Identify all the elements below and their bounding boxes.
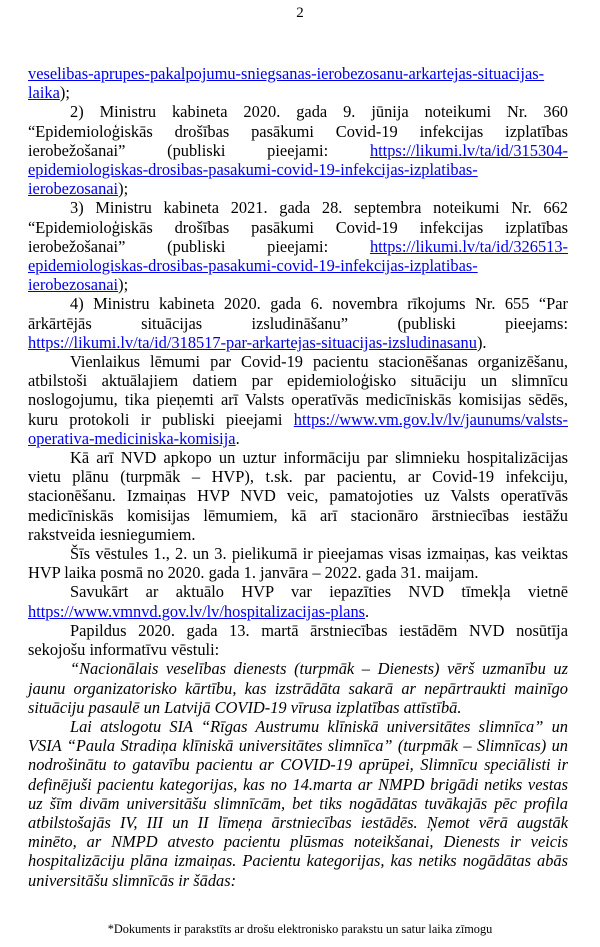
link-likumi-326513[interactable]: https://likumi.lv/ta/id/326513-epidemiologiskas-drosibas-pasakumi-covid-19-infekcijas-izplatibas-ierobezosanai	[28, 236, 568, 295]
paragraph-annexes: Šīs vēstules 1., 2. un 3. pielikumā ir pieejamas visas izmaiņas, kas veiktas HVP laika posmā no 2020. gada 1. janvāra – 2022. gada 31. maijam.	[28, 544, 568, 583]
quote-paragraph-2: Lai atslogotu SIA “Rīgas Austrumu klīniskā universitātes slimnīca” un VSIA “Paula Stradiņa klīniskā universitātes slimnīca” (turpmāk – Slimnīcas) un nodrošinātu to gatavību pacientu ar COVID-19 aprūpei, Slimnīcu speciālisti ir definējuši pacientu kategorijas, kas no 14.marta ar NMPD brigādi netiks vestas uz šīm divām universitāšu slimnīcām, bet tiks nogādātas tuvākajās pēc profila atbilstošajās IV, III un II līmeņa ārstniecības iestādēs. Ņemot vērā augstāk minēto, ar NMPD atvesto pacientu plūsmas noteikšanai, Dienests ir veicis hospitalizāciju plāna izmaiņas. Pacientu kategorijas, kas netiks nogādātas abās universitāšu slimnīcās ir šādas:	[28, 716, 568, 890]
paragraph-hvp-info: Kā arī NVD apkopo un uztur informāciju par slimnieku hospitalizācijas vietu plānu (turpmāk – HVP), t.sk. par pacientu, ar Covid-19 infekciju, stacionēšanu. Izmaiņas HVP NVD veic, pamatojoties uz Valsts operatīvās medicīniskās komisijas lēmumiem, kā arī stacionāro ārstniecības iestāžu rakstveida iesniegumiem.	[28, 448, 568, 544]
link-health-services-restriction[interactable]: veselibas-aprupes-pakalpojumu-sniegsanas-ierobezosanu-arkartejas-situacijas-laika	[28, 64, 545, 103]
paragraph-text: 3) Ministru kabineta 2021. gada 28. septembra noteikumi Nr. 662 “Epidemioloģiskās drošības pasākumi Covid-19 infekcijas izplatības ierobežošanai” (publiski pieejami:	[28, 198, 568, 256]
paragraph-tail: .	[365, 601, 370, 621]
paragraph-regulation-662	[28, 198, 568, 294]
paragraph-letter-intro: Papildus 2020. gada 13. martā ārstniecības iestādēm NVD nosūtīja sekojošu informatīvu vēstuli:	[28, 620, 568, 660]
link-vmnvd-hospitalization-plan[interactable]: https://www.vmnvd.gov.lv/lv/hospitalizacijas-plans	[28, 601, 366, 621]
page-number: 2	[296, 5, 304, 21]
link-likumi-315304[interactable]: https://likumi.lv/ta/id/315304-epidemiologiskas-drosibas-pasakumi-covid-19-infekcijas-izplatibas-ierobezosanai	[28, 140, 568, 199]
paragraph-text: Savukārt ar aktuālo HVP var iepazīties NVD tīmekļa vietnē	[70, 582, 568, 602]
paragraph-current-hvp	[28, 582, 568, 620]
paragraph-regulation-360	[28, 102, 568, 198]
quote-paragraph-1: “Nacionālais veselības dienests (turpmāk – Dienests) vērš uzmanību uz jaunu organizatorisko kārtību, kas izstrādāta sakarā ar nepārtraukti mainīgo situāciju pasaulē un Latvijā COVID-19 vīrusa izplatības attīstībā.	[28, 659, 568, 717]
paragraph-link-continuation	[28, 64, 568, 102]
paragraph-order-655	[28, 294, 568, 352]
paragraph-commission-decisions	[28, 352, 568, 448]
paragraph-text: 4) Ministru kabineta 2020. gada 6. novembra rīkojums Nr. 655 “Par ārkārtējās situācijas izsludināšanu” (publiski pieejams:	[28, 294, 568, 333]
paragraph-tail: );	[118, 179, 129, 199]
paragraph-text: 2) Ministru kabineta 2020. gada 9. jūnija noteikumi Nr. 360 “Epidemioloģiskās drošības pasākumi Covid-19 infekcijas izplatības ierobežošanai” (publiski pieejami:	[28, 102, 568, 160]
document-body	[28, 64, 568, 890]
link-vm-commission[interactable]: https://www.vm.gov.lv/lv/jaunums/valsts-operativa-mediciniska-komisija	[28, 409, 568, 448]
paragraph-tail: );	[118, 275, 129, 295]
paragraph-text: Vienlaikus lēmumi par Covid-19 pacientu stacionēšanas organizēšanu, atbilstoši aktuālajiem datiem par epidemioloģisko situāciju un slimnīcu noslogojumu, tika pieņemti arī Valsts operatīvās medicīniskās komisijas sēdēs, kuru protokoli ir publiski pieejami	[28, 352, 568, 429]
link-likumi-318517[interactable]: https://likumi.lv/ta/id/318517-par-arkartejas-situacijas-izsludinasanu	[28, 332, 477, 352]
paragraph-tail: );	[59, 83, 70, 103]
signature-footnote: *Dokuments ir parakstīts ar drošu elektronisko parakstu un satur laika zīmogu	[107, 922, 493, 936]
paragraph-tail: ).	[476, 332, 487, 352]
paragraph-tail: .	[235, 428, 240, 448]
